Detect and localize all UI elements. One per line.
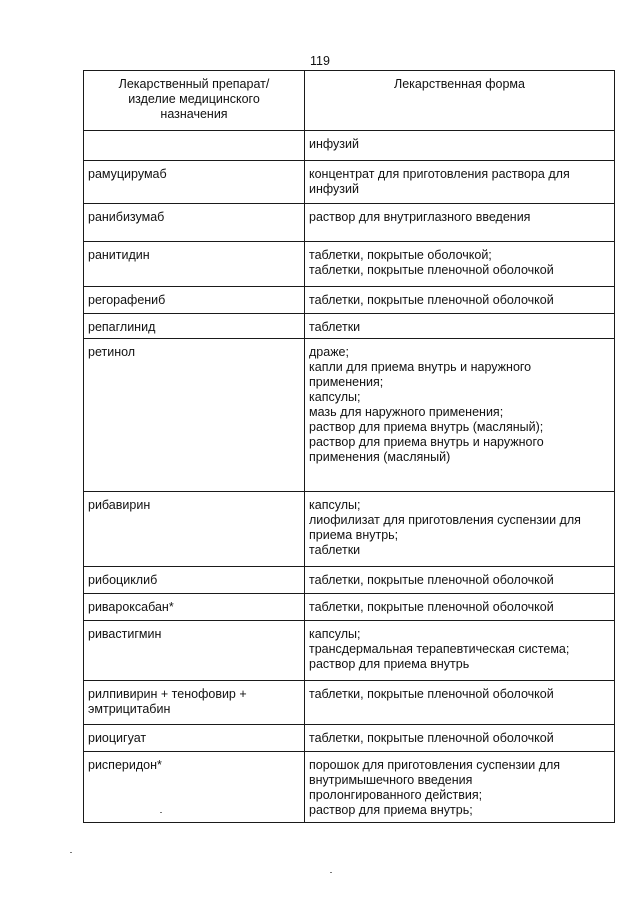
form-cell: таблетки, покрытые оболочкой; таблетки, покрытые пленочной оболочкой	[305, 242, 615, 287]
form-cell: капсулы; трансдермальная терапевтическая система; раствор для приема внутрь	[305, 621, 615, 681]
table-row	[84, 492, 615, 567]
table-row	[84, 681, 615, 725]
table-row	[84, 242, 615, 287]
scan-speck	[330, 872, 332, 873]
table-row	[84, 314, 615, 339]
form-cell: таблетки, покрытые пленочной оболочкой	[305, 725, 615, 752]
form-cell: таблетки, покрытые пленочной оболочкой	[305, 287, 615, 314]
table-row	[84, 287, 615, 314]
form-cell: таблетки	[305, 314, 615, 339]
table-row	[84, 567, 615, 594]
scan-speck	[160, 812, 162, 813]
scan-speck	[70, 852, 72, 853]
table-row	[84, 161, 615, 204]
table-row	[84, 594, 615, 621]
form-cell: концентрат для приготовления раствора для инфузий	[305, 161, 615, 204]
table-header-row	[84, 71, 615, 131]
form-cell: драже; капли для приема внутрь и наружного применения; капсулы; мазь для наружного применения; раствор для приема внутрь (масляный); раствор для приема внутрь и наружного применения (масляный)	[305, 339, 615, 492]
table-row	[84, 621, 615, 681]
form-cell: раствор для внутриглазного введения	[305, 204, 615, 242]
drug-cell: ривароксабан*	[84, 594, 305, 621]
drug-cell: ранибизумаб	[84, 204, 305, 242]
form-cell: порошок для приготовления суспензии для внутримышечного введения пролонгированного действия; раствор для приема внутрь;	[305, 752, 615, 823]
drug-cell: ретинол	[84, 339, 305, 492]
drug-cell: рамуцирумаб	[84, 161, 305, 204]
column-header-drug: Лекарственный препарат/ изделие медицинского назначения	[84, 71, 305, 131]
table-row	[84, 131, 615, 161]
drug-cell: рилпивирин + тенофовир + эмтрицитабин	[84, 681, 305, 725]
drug-cell: рисперидон*	[84, 752, 305, 823]
form-cell: капсулы; лиофилизат для приготовления суспензии для приема внутрь; таблетки	[305, 492, 615, 567]
drug-table	[83, 70, 615, 823]
table-row	[84, 752, 615, 823]
form-cell: таблетки, покрытые пленочной оболочкой	[305, 567, 615, 594]
page-number: 119	[310, 54, 330, 68]
drug-cell: репаглинид	[84, 314, 305, 339]
drug-cell: ранитидин	[84, 242, 305, 287]
table-row	[84, 725, 615, 752]
drug-cell: риоцигуат	[84, 725, 305, 752]
form-cell: инфузий	[305, 131, 615, 161]
table-row	[84, 204, 615, 242]
drug-cell: рибавирин	[84, 492, 305, 567]
column-header-form: Лекарственная форма	[305, 71, 615, 131]
drug-cell: ривастигмин	[84, 621, 305, 681]
drug-cell: рибоциклиб	[84, 567, 305, 594]
drug-cell: регорафениб	[84, 287, 305, 314]
form-cell: таблетки, покрытые пленочной оболочкой	[305, 594, 615, 621]
table-row	[84, 339, 615, 492]
form-cell: таблетки, покрытые пленочной оболочкой	[305, 681, 615, 725]
drug-cell	[84, 131, 305, 161]
